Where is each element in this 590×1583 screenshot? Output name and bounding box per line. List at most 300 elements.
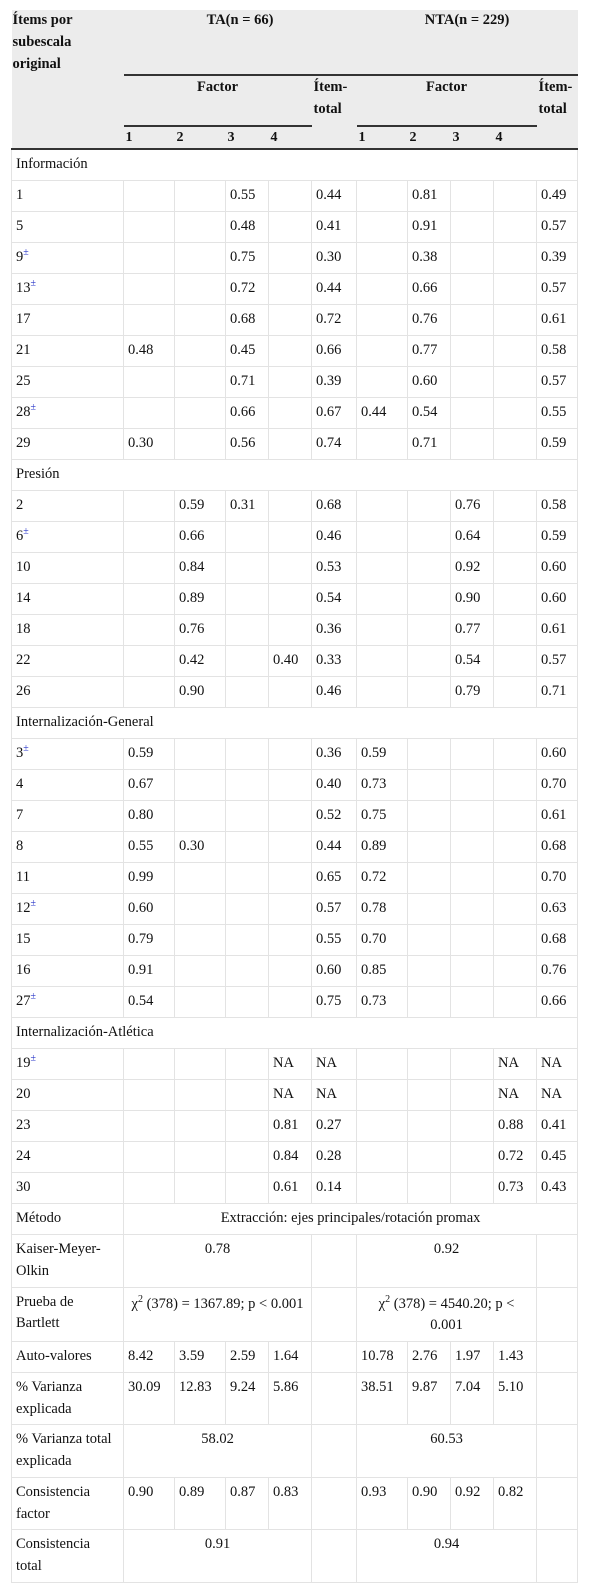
row-label: Auto-valores [12, 1341, 124, 1372]
autovalores-row [12, 1341, 578, 1372]
cons-nta-2: 0.90 [408, 1477, 451, 1530]
table-row [12, 522, 578, 553]
value-cell [124, 1111, 175, 1142]
footnote-mark[interactable]: ± [23, 743, 29, 755]
value-cell: 0.85 [357, 956, 408, 987]
item-number-cell [12, 305, 124, 336]
table-body [12, 149, 578, 1204]
footnote-mark[interactable]: ± [23, 526, 29, 538]
value-cell [124, 553, 175, 584]
ta-group-header: TA(n = 66) [124, 10, 357, 75]
value-cell [124, 212, 175, 243]
value-cell [494, 491, 537, 522]
value-cell [408, 925, 451, 956]
table-row [12, 739, 578, 770]
table-row [12, 274, 578, 305]
value-cell [226, 1111, 269, 1142]
value-cell: 0.61 [537, 305, 578, 336]
value-cell: 0.52 [312, 801, 357, 832]
item-number-cell [12, 677, 124, 708]
item-number: 28 [16, 404, 31, 420]
item-number: 13 [16, 280, 31, 296]
value-cell [269, 212, 312, 243]
value-cell [269, 274, 312, 305]
table-row [12, 1080, 578, 1111]
value-cell [451, 367, 494, 398]
nta-factor-1: 1 [357, 126, 408, 149]
items-column-header: Ítems por subescala original [12, 10, 124, 149]
value-cell [175, 1173, 226, 1204]
value-cell: 0.84 [269, 1142, 312, 1173]
value-cell: 0.71 [226, 367, 269, 398]
value-cell: 0.76 [175, 615, 226, 646]
value-cell [451, 1142, 494, 1173]
value-cell [357, 274, 408, 305]
table-row [12, 212, 578, 243]
value-cell [269, 987, 312, 1018]
item-number: 5 [16, 218, 24, 234]
value-cell [494, 801, 537, 832]
value-cell [494, 553, 537, 584]
value-cell: 0.49 [537, 181, 578, 212]
value-cell: 0.53 [312, 553, 357, 584]
value-cell [175, 336, 226, 367]
value-cell: 0.81 [408, 181, 451, 212]
value-cell [124, 1142, 175, 1173]
section-header-row [12, 149, 578, 181]
value-cell [124, 274, 175, 305]
table-row [12, 832, 578, 863]
value-cell [408, 770, 451, 801]
item-number-cell [12, 553, 124, 584]
value-cell [226, 1173, 269, 1204]
table-row [12, 1173, 578, 1204]
value-cell: 0.59 [124, 739, 175, 770]
item-number-cell [12, 832, 124, 863]
table-row [12, 956, 578, 987]
varianza-total-row [12, 1425, 578, 1478]
value-cell [269, 398, 312, 429]
auto-ta-3: 2.59 [226, 1341, 269, 1372]
value-cell [451, 925, 494, 956]
ta-factor-1: 1 [124, 126, 175, 149]
value-cell [494, 956, 537, 987]
value-cell: 0.40 [269, 646, 312, 677]
value-cell: 0.31 [226, 491, 269, 522]
value-cell [124, 491, 175, 522]
value-cell [408, 1080, 451, 1111]
value-cell: 0.71 [408, 429, 451, 460]
value-cell [451, 1173, 494, 1204]
nta-factor-header: Factor [357, 75, 537, 126]
item-number-cell [12, 894, 124, 925]
item-number: 4 [16, 776, 24, 792]
item-number: 23 [16, 1117, 31, 1133]
value-cell [269, 863, 312, 894]
cons-nta-4: 0.82 [494, 1477, 537, 1530]
value-cell: 0.46 [312, 677, 357, 708]
value-cell [226, 615, 269, 646]
table-row [12, 398, 578, 429]
table-row [12, 987, 578, 1018]
empty-cell [537, 1235, 578, 1288]
empty-cell [537, 1477, 578, 1530]
value-cell: 0.91 [124, 956, 175, 987]
var-nta-1: 38.51 [357, 1372, 408, 1425]
ta-factor-3: 3 [226, 126, 269, 149]
table-row [12, 491, 578, 522]
table-row [12, 801, 578, 832]
value-cell: 0.43 [537, 1173, 578, 1204]
value-cell [451, 832, 494, 863]
value-cell: NA [494, 1080, 537, 1111]
table-row [12, 615, 578, 646]
value-cell: 0.78 [357, 894, 408, 925]
value-cell: 0.61 [269, 1173, 312, 1204]
nta-item-total-blank [537, 126, 578, 149]
value-cell [451, 181, 494, 212]
value-cell [175, 956, 226, 987]
value-cell [408, 584, 451, 615]
value-cell [451, 243, 494, 274]
table-row [12, 646, 578, 677]
value-cell: 0.41 [312, 212, 357, 243]
value-cell: NA [494, 1049, 537, 1080]
ta-factor-2: 2 [175, 126, 226, 149]
value-cell [175, 398, 226, 429]
value-cell [408, 491, 451, 522]
value-cell [451, 1080, 494, 1111]
value-cell: 0.91 [408, 212, 451, 243]
item-number: 12 [16, 900, 31, 916]
value-cell [269, 739, 312, 770]
item-number: 8 [16, 838, 24, 854]
value-cell: 0.60 [124, 894, 175, 925]
empty-cell [537, 1530, 578, 1583]
item-number-cell [12, 1111, 124, 1142]
ta-item-total-blank [312, 126, 357, 149]
table-row [12, 894, 578, 925]
nta-factor-2: 2 [408, 126, 451, 149]
value-cell: 0.65 [312, 863, 357, 894]
value-cell [175, 863, 226, 894]
value-cell [124, 646, 175, 677]
value-cell [124, 181, 175, 212]
row-label: Prueba de Bartlett [12, 1287, 124, 1341]
value-cell [226, 677, 269, 708]
value-cell [451, 1049, 494, 1080]
value-cell [357, 677, 408, 708]
footnote-mark[interactable]: ± [30, 402, 36, 414]
value-cell: 0.72 [312, 305, 357, 336]
value-cell [175, 1049, 226, 1080]
value-cell [494, 739, 537, 770]
value-cell [357, 181, 408, 212]
var-ta-4: 5.86 [269, 1372, 312, 1425]
varianza-row [12, 1372, 578, 1425]
cons-ta-2: 0.89 [175, 1477, 226, 1530]
value-cell [175, 305, 226, 336]
value-cell: 0.44 [312, 181, 357, 212]
value-cell [357, 1142, 408, 1173]
value-cell: 0.46 [312, 522, 357, 553]
section-title: Presión [12, 460, 578, 491]
metodo-value: Extracción: ejes principales/rotación promax [124, 1204, 578, 1235]
value-cell [357, 429, 408, 460]
item-number: 22 [16, 652, 31, 668]
value-cell: NA [312, 1049, 357, 1080]
value-cell [451, 956, 494, 987]
value-cell: 0.39 [537, 243, 578, 274]
item-number-cell [12, 398, 124, 429]
value-cell [175, 1080, 226, 1111]
value-cell: 0.77 [451, 615, 494, 646]
value-cell: 0.44 [312, 274, 357, 305]
value-cell [451, 801, 494, 832]
constot-nta: 0.94 [357, 1530, 537, 1583]
footnote-mark[interactable]: ± [30, 1053, 36, 1065]
footnote-mark[interactable]: ± [30, 278, 36, 290]
section-title: Internalización-General [12, 708, 578, 739]
value-cell [494, 677, 537, 708]
value-cell [175, 1111, 226, 1142]
item-number: 25 [16, 373, 31, 389]
value-cell [357, 336, 408, 367]
value-cell: 0.60 [408, 367, 451, 398]
value-cell: 0.77 [408, 336, 451, 367]
item-number-cell [12, 987, 124, 1018]
table-row [12, 243, 578, 274]
value-cell: 0.60 [537, 739, 578, 770]
value-cell [226, 522, 269, 553]
footnote-mark[interactable]: ± [30, 898, 36, 910]
item-number: 21 [16, 342, 31, 358]
value-cell: 0.90 [175, 677, 226, 708]
value-cell: 0.64 [451, 522, 494, 553]
value-cell: 0.45 [537, 1142, 578, 1173]
value-cell: 0.36 [312, 615, 357, 646]
value-cell: 0.80 [124, 801, 175, 832]
nta-group-header: NTA(n = 229) [357, 10, 578, 75]
value-cell [494, 987, 537, 1018]
value-cell [408, 522, 451, 553]
value-cell [357, 212, 408, 243]
item-number-cell [12, 1173, 124, 1204]
table-row [12, 925, 578, 956]
item-number: 30 [16, 1179, 31, 1195]
value-cell: 0.79 [124, 925, 175, 956]
table-row [12, 429, 578, 460]
consistencia-factor-row [12, 1477, 578, 1530]
bartlett-ta: $\chi^2$ (378) = 1367.89; p < 0.001 [124, 1287, 312, 1341]
value-cell [226, 832, 269, 863]
row-label: % Varianza explicada [12, 1372, 124, 1425]
value-cell: 0.45 [226, 336, 269, 367]
value-cell: 0.72 [226, 274, 269, 305]
value-cell [494, 336, 537, 367]
value-cell [494, 181, 537, 212]
table-row [12, 1049, 578, 1080]
value-cell: 0.57 [537, 646, 578, 677]
value-cell [269, 181, 312, 212]
value-cell [269, 429, 312, 460]
value-cell [357, 646, 408, 677]
value-cell: 0.66 [408, 274, 451, 305]
value-cell: 0.38 [408, 243, 451, 274]
value-cell [124, 1173, 175, 1204]
value-cell [175, 181, 226, 212]
value-cell [408, 987, 451, 1018]
value-cell [124, 305, 175, 336]
item-number: 26 [16, 683, 31, 699]
value-cell: 0.68 [537, 832, 578, 863]
value-cell: 0.59 [357, 739, 408, 770]
value-cell [494, 367, 537, 398]
var-nta-4: 5.10 [494, 1372, 537, 1425]
value-cell [226, 956, 269, 987]
value-cell: 0.99 [124, 863, 175, 894]
item-number-cell [12, 491, 124, 522]
item-number-cell [12, 615, 124, 646]
row-label: Consistencia factor [12, 1477, 124, 1530]
value-cell [226, 1142, 269, 1173]
item-number-cell [12, 367, 124, 398]
item-number-cell [12, 646, 124, 677]
item-number: 27 [16, 993, 31, 1009]
value-cell [357, 1049, 408, 1080]
value-cell [226, 925, 269, 956]
empty-cell [312, 1477, 357, 1530]
table-row [12, 553, 578, 584]
value-cell: 0.42 [175, 646, 226, 677]
value-cell: 0.84 [175, 553, 226, 584]
value-cell [124, 584, 175, 615]
value-cell [124, 367, 175, 398]
value-cell: 0.56 [226, 429, 269, 460]
value-cell: 0.61 [537, 615, 578, 646]
value-cell [124, 398, 175, 429]
kmo-ta: 0.78 [124, 1235, 312, 1288]
cons-nta-1: 0.93 [357, 1477, 408, 1530]
ta-factor-4: 4 [269, 126, 312, 149]
ta-factor-header: Factor [124, 75, 312, 126]
cons-nta-3: 0.92 [451, 1477, 494, 1530]
item-number: 1 [16, 187, 24, 203]
footnote-mark[interactable]: ± [30, 991, 36, 1003]
value-cell [408, 1142, 451, 1173]
value-cell: 0.67 [124, 770, 175, 801]
value-cell [124, 522, 175, 553]
table-row [12, 770, 578, 801]
value-cell [451, 305, 494, 336]
value-cell: 0.33 [312, 646, 357, 677]
value-cell [408, 1111, 451, 1142]
auto-nta-4: 1.43 [494, 1341, 537, 1372]
value-cell [226, 739, 269, 770]
value-cell: 0.39 [312, 367, 357, 398]
table-row [12, 584, 578, 615]
table-header [12, 10, 578, 149]
item-number-cell [12, 801, 124, 832]
value-cell: 0.30 [124, 429, 175, 460]
value-cell [494, 832, 537, 863]
value-cell [226, 863, 269, 894]
value-cell [494, 429, 537, 460]
empty-cell [312, 1235, 357, 1288]
value-cell: 0.59 [537, 429, 578, 460]
value-cell: 0.70 [537, 770, 578, 801]
value-cell: 0.76 [537, 956, 578, 987]
value-cell [269, 243, 312, 274]
item-number-cell [12, 274, 124, 305]
item-number-cell [12, 770, 124, 801]
value-cell [175, 274, 226, 305]
value-cell [226, 801, 269, 832]
cons-ta-3: 0.87 [226, 1477, 269, 1530]
section-header-row [12, 1018, 578, 1049]
value-cell [269, 491, 312, 522]
value-cell [451, 770, 494, 801]
value-cell [124, 1049, 175, 1080]
row-label: Consistencia total [12, 1530, 124, 1583]
value-cell: 0.66 [226, 398, 269, 429]
section-header-row [12, 708, 578, 739]
value-cell: 0.79 [451, 677, 494, 708]
table-row [12, 336, 578, 367]
footnote-mark[interactable]: ± [23, 247, 29, 259]
value-cell: 0.68 [226, 305, 269, 336]
value-cell [269, 336, 312, 367]
kmo-nta: 0.92 [357, 1235, 537, 1288]
value-cell [175, 1142, 226, 1173]
value-cell [269, 801, 312, 832]
nta-item-total-header: Ítem-total [537, 75, 578, 126]
item-number-cell [12, 212, 124, 243]
empty-cell [537, 1425, 578, 1478]
vartot-ta: 58.02 [124, 1425, 312, 1478]
auto-ta-2: 3.59 [175, 1341, 226, 1372]
item-number-cell [12, 584, 124, 615]
value-cell: 0.73 [357, 770, 408, 801]
value-cell: 0.71 [537, 677, 578, 708]
constot-ta: 0.91 [124, 1530, 312, 1583]
value-cell: 0.55 [124, 832, 175, 863]
value-cell [357, 367, 408, 398]
value-cell [408, 1049, 451, 1080]
bartlett-row [12, 1287, 578, 1341]
vartot-nta: 60.53 [357, 1425, 537, 1478]
value-cell: 0.55 [226, 181, 269, 212]
value-cell: NA [269, 1049, 312, 1080]
value-cell [175, 243, 226, 274]
empty-cell [312, 1425, 357, 1478]
item-number-cell [12, 243, 124, 274]
var-ta-2: 12.83 [175, 1372, 226, 1425]
cons-ta-4: 0.83 [269, 1477, 312, 1530]
value-cell [269, 677, 312, 708]
value-cell: 0.66 [312, 336, 357, 367]
value-cell: 0.63 [537, 894, 578, 925]
value-cell: 0.48 [124, 336, 175, 367]
factor-analysis-table [11, 10, 578, 1583]
item-number: 9 [16, 249, 24, 265]
value-cell [494, 863, 537, 894]
value-cell: NA [537, 1049, 578, 1080]
table-row [12, 1111, 578, 1142]
value-cell [269, 305, 312, 336]
value-cell [451, 212, 494, 243]
empty-cell [312, 1341, 357, 1372]
